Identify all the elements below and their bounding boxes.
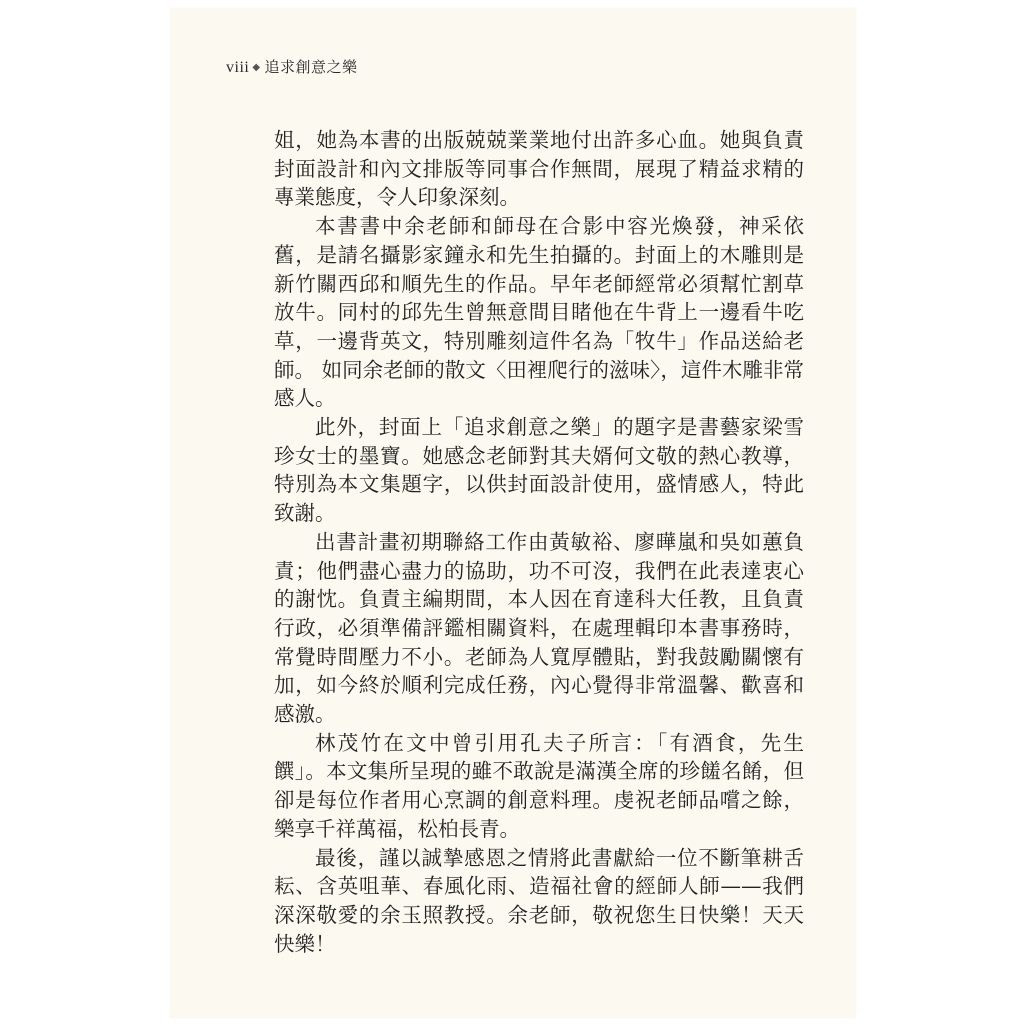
- book-title: 追求創意之樂: [264, 58, 358, 76]
- paragraph-confucius-quote: 林茂竹在文中曾引用孔夫子所言：「有酒食，先生饌」。本文集所呈現的雖不敢說是滿漢全席的珍饈名餚，但卻是每位作者用心烹調的創意料理。虔祝老師品嚐之餘，樂享千祥萬福，松柏長青。: [274, 730, 804, 841]
- paragraph-acknowledgements: 出書計畫初期聯絡工作由黃敏裕、廖曄嵐和吳如蕙負責；他們盡心盡力的協助，功不可沒，我們在此表達衷心的謝忱。負責主編期間，本人因在育達科大任教，且負責行政，必須準備評鑑相關資料，在處理輯印本書事務時，常覺時間壓力不小。老師為人寬厚體貼，對我鼓勵關懷有加，如今終於順利完成任務，內心覺得非常溫馨、歡喜和感激。: [274, 529, 804, 727]
- book-page: [170, 8, 856, 1018]
- paragraph-continuation: 姐，她為本書的出版兢兢業業地付出許多心血。她與負責封面設計和內文排版等同事合作無間，展現了精益求精的專業態度，令人印象深刻。: [274, 128, 804, 210]
- page-number: viii: [226, 59, 250, 76]
- paragraph-calligraphy: 此外，封面上「追求創意之樂」的題字是書藝家梁雪珍女士的墨寶。她感念老師對其夫婿何文敬的熱心教導，特別為本文集題字，以供封面設計使用，盛情感人，特此致謝。: [274, 415, 804, 526]
- paragraph-dedication: 最後，謹以誠摯感恩之情將此書獻給一位不斷筆耕舌耘、含英咀華、春風化雨、造福社會的經師人師——我們深深敬愛的余玉照教授。余老師，敬祝您生日快樂！天天快樂！: [274, 845, 804, 956]
- paragraph-photo-and-cover: 本書書中余老師和師母在合影中容光煥發，神采依舊，是請名攝影家鐘永和先生拍攝的。封面上的木雕則是新竹關西邱和順先生的作品。早年老師經常必須幫忙割草放牛。同村的邱先生曾無意間目睹他在牛背上一邊看牛吃草，一邊背英文，特別雕刻這件名為「牧牛」作品送給老師。 如同余老師的散文〈田裡爬行的滋味〉，這件木雕非常感人。: [274, 214, 804, 411]
- body-text: [274, 126, 804, 958]
- running-head: [226, 56, 358, 77]
- diamond-separator-icon: ◆: [252, 62, 261, 73]
